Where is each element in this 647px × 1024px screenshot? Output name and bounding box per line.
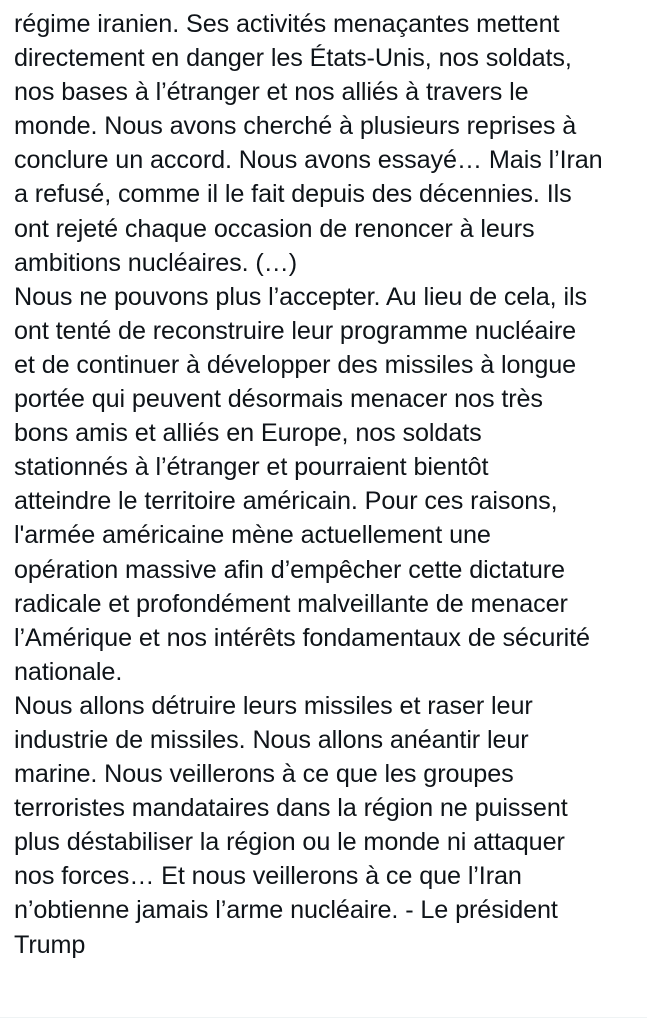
- post-text-line: directement en danger les États-Unis, nos soldats,: [14, 44, 572, 73]
- post-text-line: conclure un accord. Nous avons essayé… Mais l’Iran: [14, 146, 603, 175]
- post-text-line: l’Amérique et nos intérêts fondamentaux de sécurité: [14, 623, 590, 652]
- post-text-line: et de continuer à développer des missiles à longue: [14, 350, 577, 379]
- post-text-line: bons amis et alliés en Europe, nos soldats: [14, 419, 482, 448]
- post-text-line: terroristes mandataires dans la région ne puissent: [14, 794, 568, 823]
- post-text-line: n’obtienne jamais l’arme nucléaire. - Le président: [14, 896, 558, 925]
- post-text-line: ont tenté de reconstruire leur programme nucléaire: [14, 316, 577, 345]
- post-text-line: monde. Nous avons cherché à plusieurs reprises à: [14, 112, 577, 141]
- post-text-line: atteindre le territoire américain. Pour ces raisons,: [14, 487, 558, 516]
- post-text-line: marine. Nous veillerons à ce que les groupes: [14, 760, 514, 789]
- post-text-line: opération massive afin d’empêcher cette dictature: [14, 555, 565, 584]
- post-text-line: stationnés à l’étranger et pourraient bientôt: [14, 453, 489, 482]
- post-text-line: l'armée américaine mène actuellement une: [14, 521, 491, 550]
- post-text-line: nos bases à l’étranger et nos alliés à travers le: [14, 78, 529, 107]
- post-text-line: industrie de missiles. Nous allons anéantir leur: [14, 725, 529, 754]
- post-text-line: Nous ne pouvons plus l’accepter. Au lieu de cela, ils: [14, 282, 587, 311]
- post-text-line: régime iranien. Ses activités menaçantes mettent: [14, 10, 560, 38]
- post-text: [14, 7, 637, 962]
- post-text-line: Trump: [14, 930, 86, 959]
- post-text-line: nos forces… Et nous veillerons à ce que l’Iran: [14, 862, 522, 891]
- post-text-line: radicale et profondément malveillante de menacer: [14, 589, 568, 618]
- post-text-line: portée qui peuvent désormais menacer nos très: [14, 385, 543, 414]
- post-text-line: Nous allons détruire leurs missiles et raser leur: [14, 691, 533, 720]
- post-text-line: ambitions nucléaires. (…): [14, 248, 298, 277]
- post-text-line: nationale.: [14, 657, 123, 686]
- post-text-line: a refusé, comme il le fait depuis des décennies. Ils: [14, 180, 572, 209]
- post-text-line: ont rejeté chaque occasion de renoncer à leurs: [14, 214, 535, 243]
- bottom-divider: [0, 1017, 647, 1018]
- post-text-line: plus déstabiliser la région ou le monde ni attaquer: [14, 828, 565, 857]
